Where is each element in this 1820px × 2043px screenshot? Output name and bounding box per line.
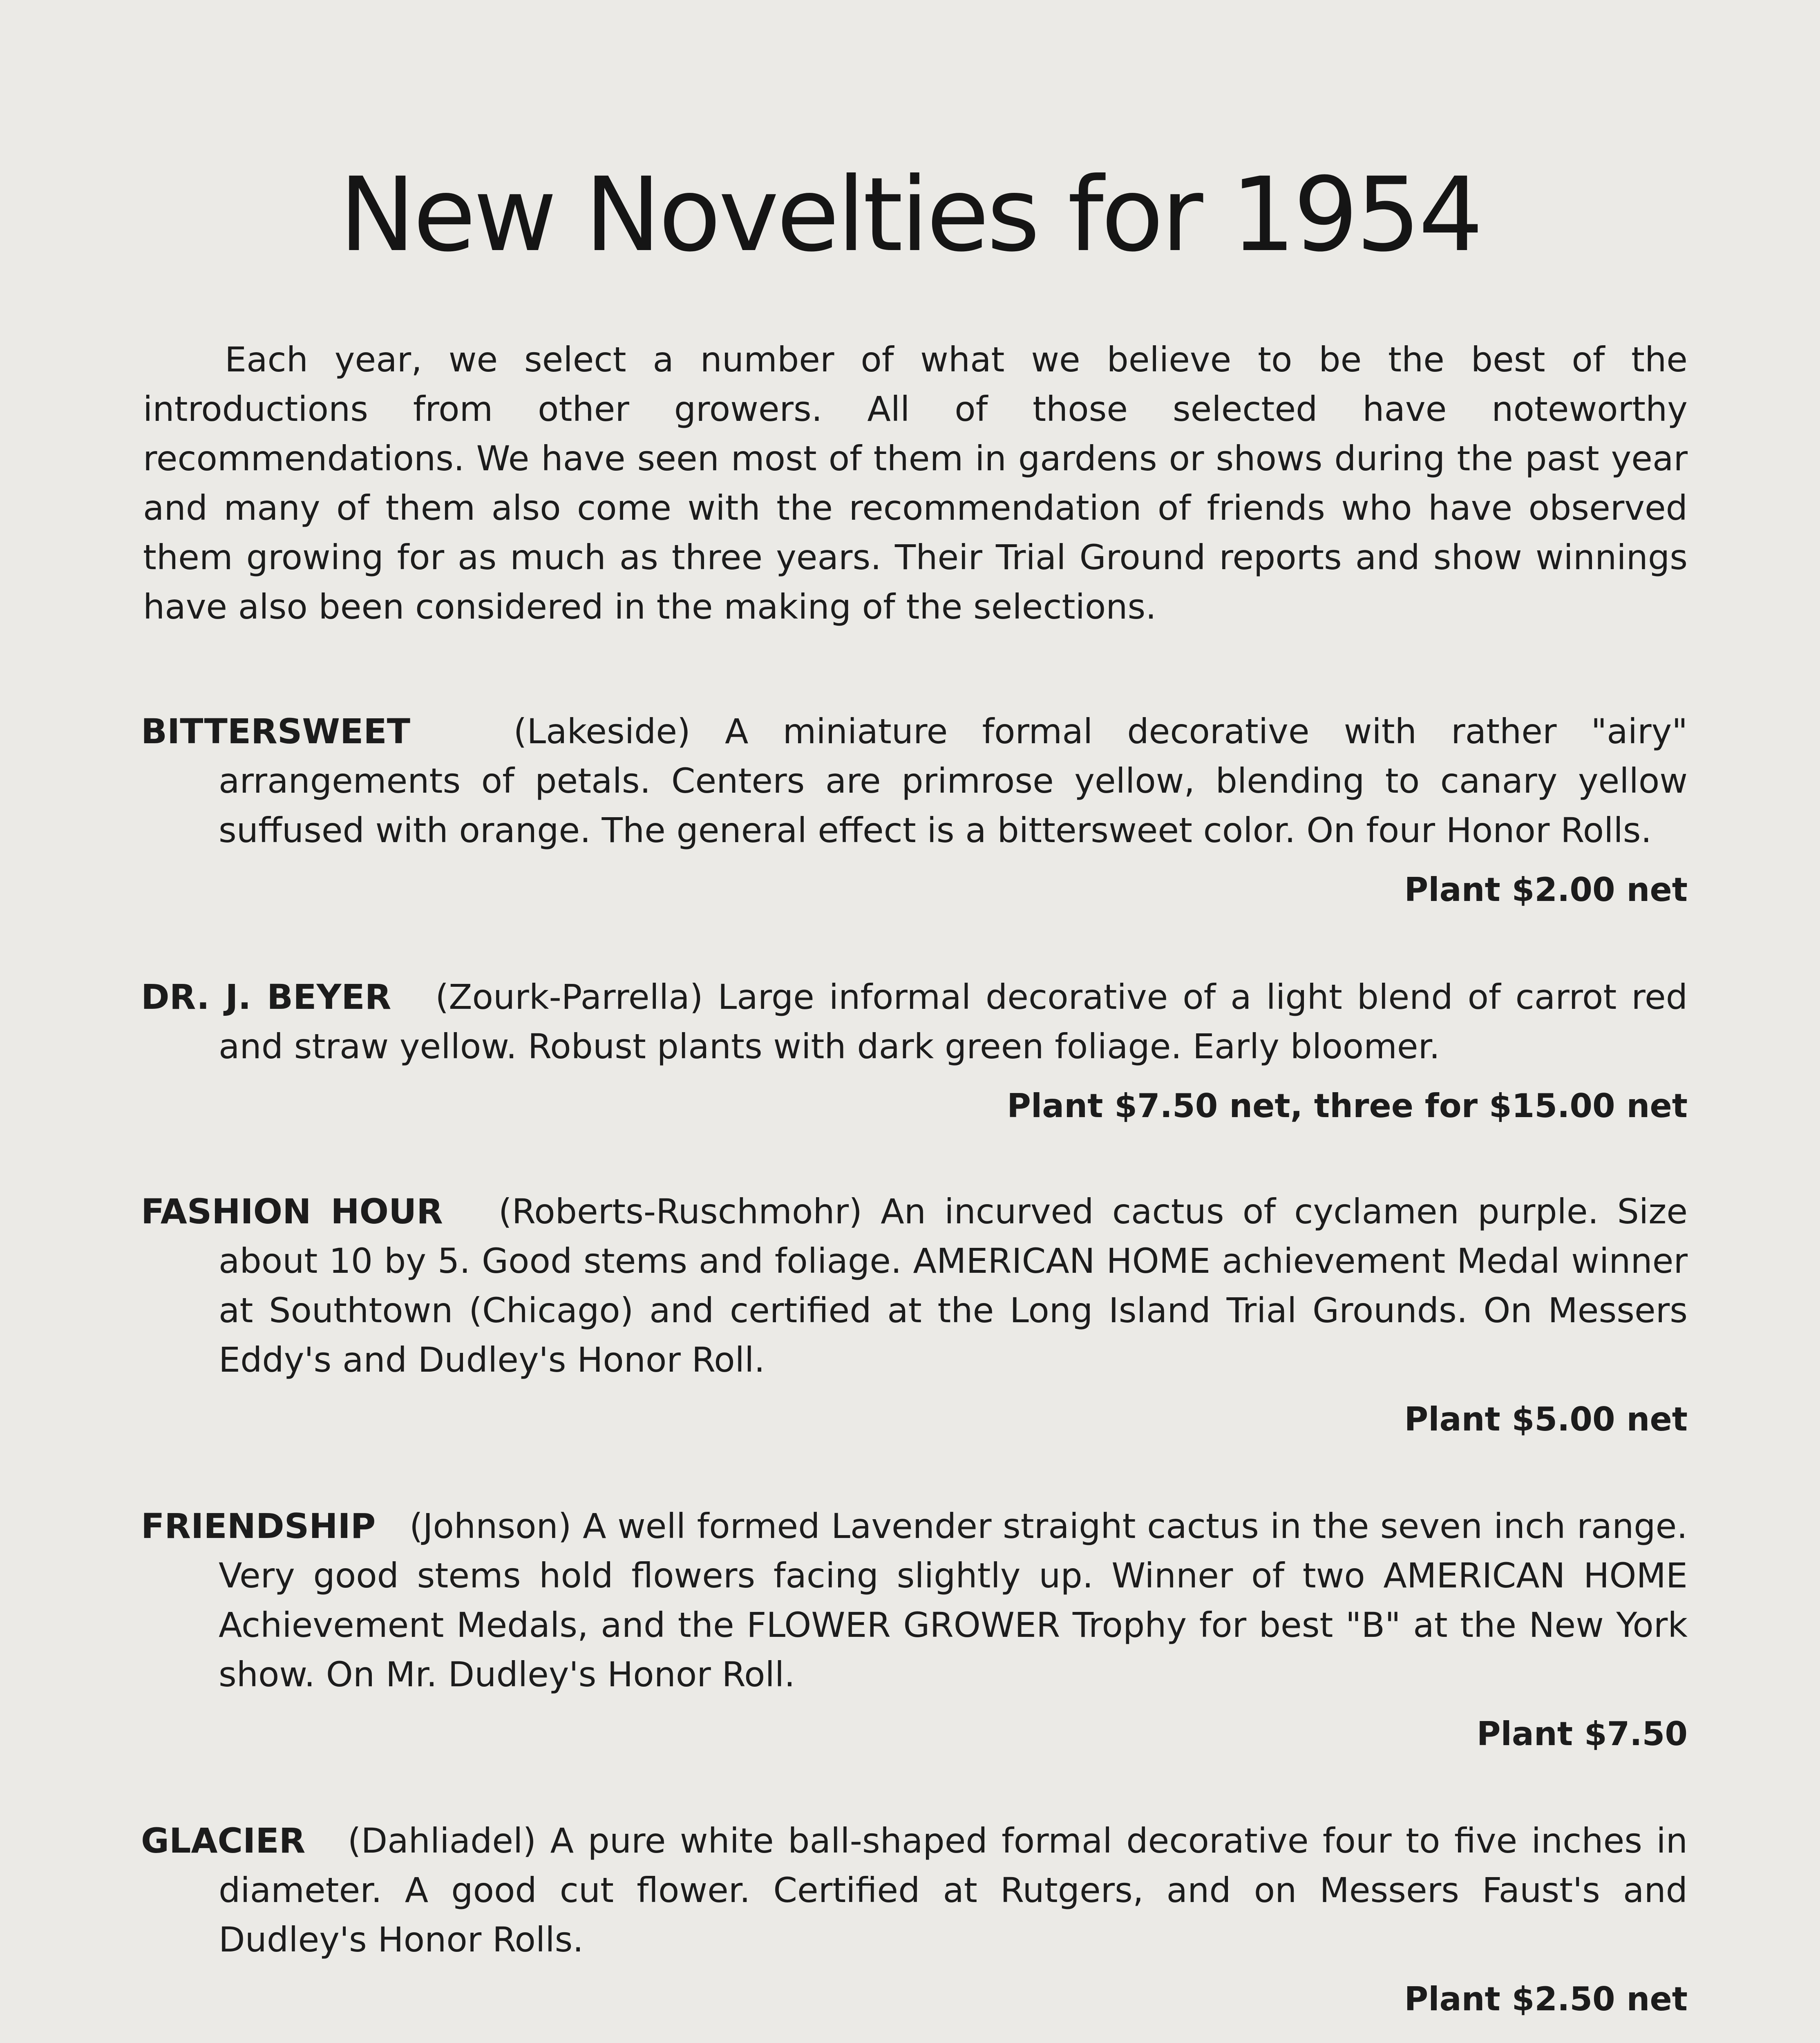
price: Plant $2.50 net bbox=[1404, 1980, 1688, 2018]
variety-name: BITTERSWEET bbox=[141, 711, 411, 751]
originator: (Lakeside) bbox=[513, 711, 691, 751]
originator: (Roberts-Ruschmohr) bbox=[498, 1191, 862, 1232]
entry-fashion-hour bbox=[141, 1187, 1688, 1444]
price: Plant $5.00 net bbox=[1404, 1400, 1688, 1438]
variety-description: A well formed Lavender straight cactus in the seven inch range. Very good stems hold flowers facing slightly up. Winner of two AMERICAN HOME Achievement Medals, and the FLOWER GROWER Trophy for best "B" at the New York show. On Mr. Dudley's Honor Roll. bbox=[219, 1506, 1688, 1694]
variety-name: DR. J. BEYER bbox=[141, 977, 391, 1017]
variety-description: A miniature formal decorative with rather "airy" arrangements of petals. Centers are primrose yellow, blending to canary yellow suffused with orange. The general effect is a bittersweet color. On four Honor Rolls. bbox=[219, 711, 1688, 850]
entry-text bbox=[141, 1187, 1688, 1385]
variety-name: GLACIER bbox=[141, 1821, 306, 1861]
intro-paragraph: Each year, we select a number of what we believe to be the best of the introductions from other growers. All of those selected have noteworthy recommendations. We have seen most of them in gardens or shows during the past year and many of them also come with the recommendation of friends who have observed them growing for as much as three years. Their Trial Ground reports and show winnings have also been considered in the making of the selections. bbox=[143, 340, 1688, 627]
variety-description: Large informal decorative of a light blend of carrot red and straw yellow. Robust plants with dark green foliage. Early bloomer. bbox=[219, 977, 1688, 1066]
originator: (Zourk-Parrella) bbox=[435, 977, 703, 1017]
entry-text bbox=[141, 707, 1688, 855]
variety-name: FRIENDSHIP bbox=[141, 1506, 376, 1546]
entry-dr-j-beyer bbox=[141, 972, 1688, 1131]
page-title: New Novelties for 1954 bbox=[339, 155, 1481, 274]
entry-text bbox=[141, 1816, 1688, 1965]
entry-bittersweet bbox=[141, 707, 1688, 914]
originator: (Johnson) bbox=[409, 1506, 572, 1546]
entry-glacier bbox=[141, 1816, 1688, 2024]
variety-description: A pure white ball-shaped formal decorative four to five inches in diameter. A good cut flower. Certified at Rutgers, and on Messers Faust's and Dudley's Honor Rolls. bbox=[219, 1821, 1688, 1960]
entry-text bbox=[141, 1502, 1688, 1699]
originator: (Dahliadel) bbox=[347, 1821, 537, 1861]
price: Plant $2.00 net bbox=[1404, 871, 1688, 909]
variety-description: An incurved cactus of cyclamen purple. Size about 10 by 5. Good stems and foliage. AMERICAN HOME achievement Medal winner at Southtown (Chicago) and certified at the Long Island Trial Grounds. On Messers Eddy's and Dudley's Honor Roll. bbox=[219, 1191, 1688, 1380]
variety-name: FASHION HOUR bbox=[141, 1191, 443, 1232]
price: Plant $7.50 net, three for $15.00 net bbox=[1007, 1087, 1688, 1125]
entry-friendship bbox=[141, 1502, 1688, 1759]
price: Plant $7.50 bbox=[1476, 1715, 1688, 1753]
entry-text bbox=[141, 972, 1688, 1071]
